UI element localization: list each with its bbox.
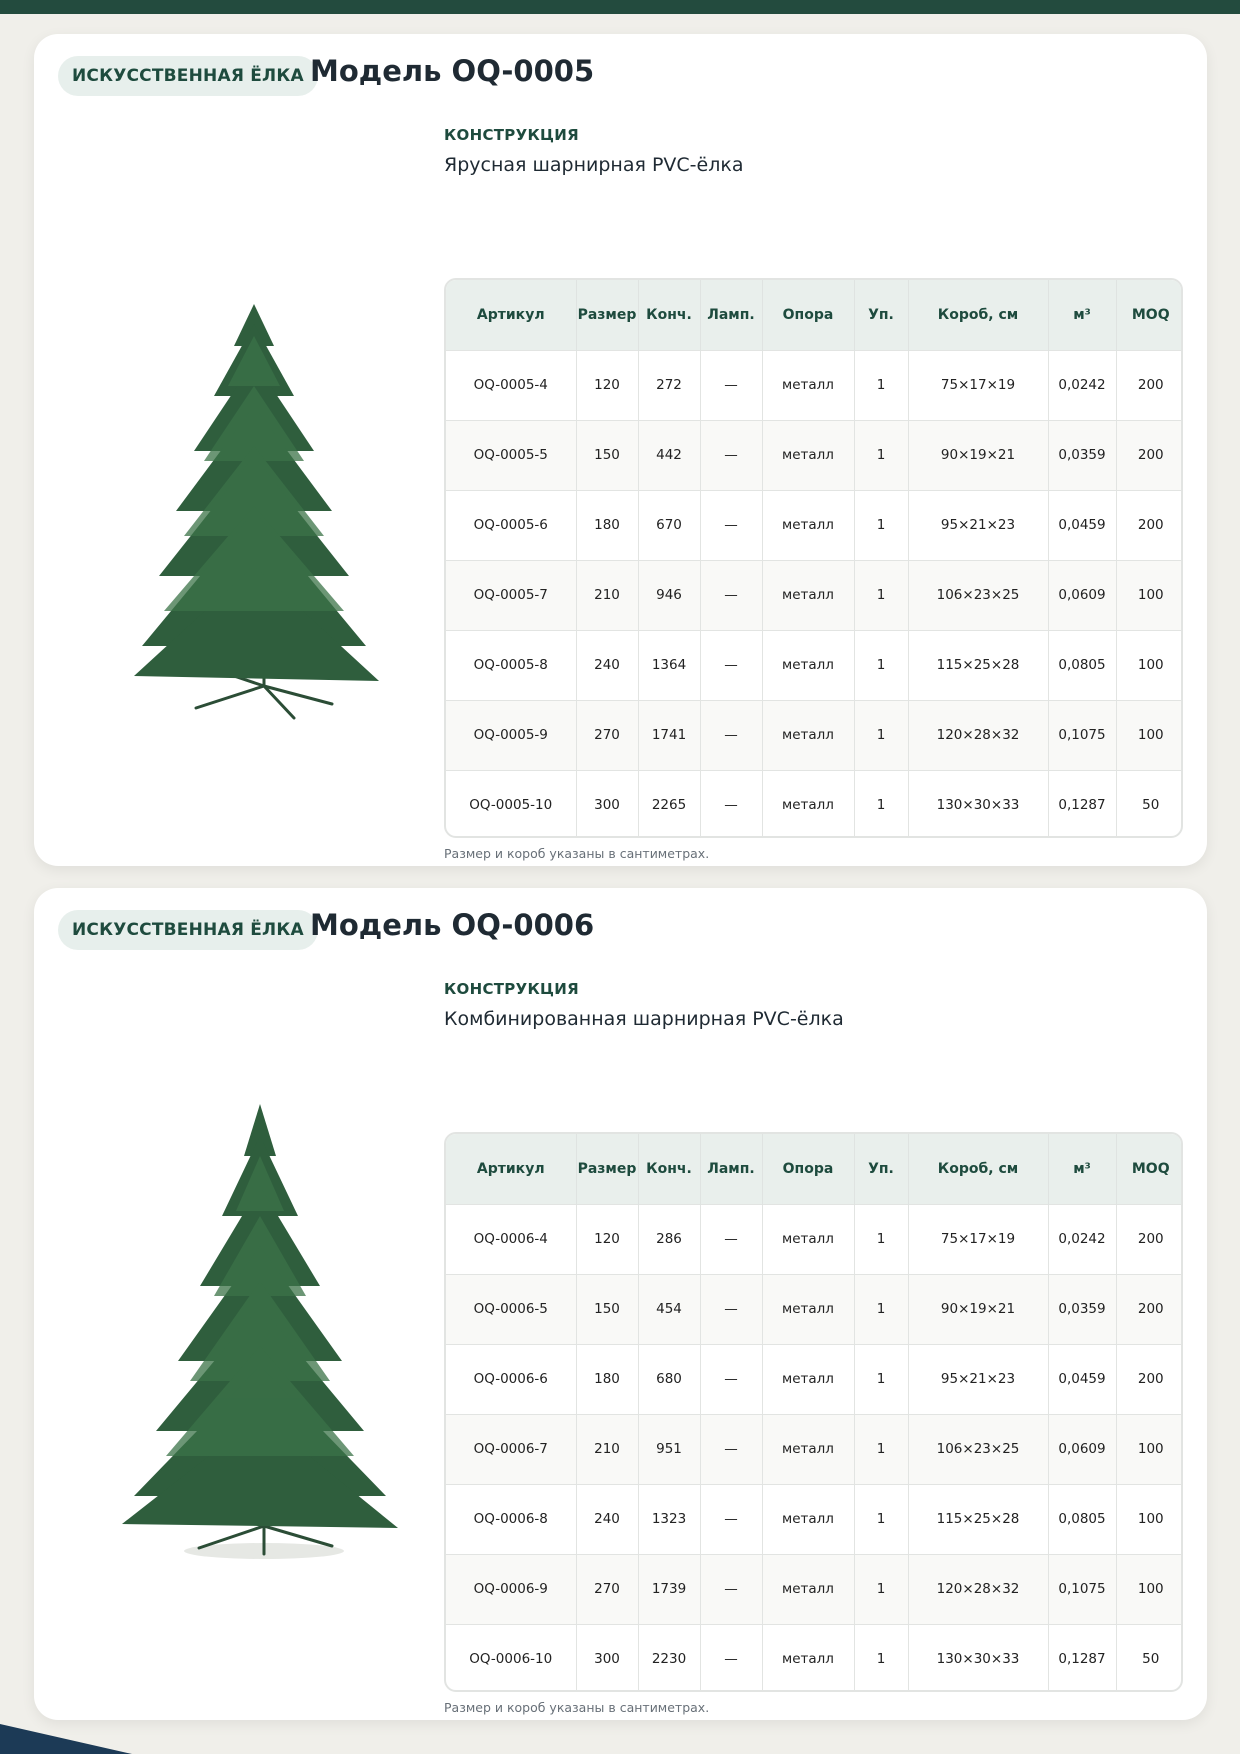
- table-cell: 951: [638, 1414, 700, 1484]
- table-cell: OQ-0005-6: [446, 490, 576, 560]
- table-cell: 1: [854, 630, 908, 700]
- table-cell: металл: [762, 490, 854, 560]
- table-cell: 90×19×21: [908, 420, 1048, 490]
- table-row: [446, 1344, 1183, 1414]
- table-row: [446, 1624, 1183, 1692]
- table-row: [446, 1414, 1183, 1484]
- table-cell: 50: [1116, 1624, 1183, 1692]
- table-cell: металл: [762, 1204, 854, 1274]
- table-cell: —: [700, 490, 762, 560]
- column-header: Размер: [576, 1134, 638, 1204]
- table-cell: —: [700, 630, 762, 700]
- table-cell: —: [700, 1554, 762, 1624]
- section-label: КОНСТРУКЦИЯ: [444, 126, 579, 144]
- table-cell: 180: [576, 1344, 638, 1414]
- table-cell: 300: [576, 1624, 638, 1692]
- table-cell: 0,0805: [1048, 1484, 1116, 1554]
- table-header-row: [446, 1134, 1183, 1204]
- table-cell: 0,0805: [1048, 630, 1116, 700]
- table-cell: 200: [1116, 490, 1183, 560]
- table-cell: металл: [762, 1624, 854, 1692]
- table-cell: 0,0359: [1048, 420, 1116, 490]
- table-note: Размер и короб указаны в сантиметрах.: [444, 846, 710, 861]
- table-cell: 0,0359: [1048, 1274, 1116, 1344]
- table-cell: 100: [1116, 630, 1183, 700]
- top-accent-bar: [0, 0, 1240, 14]
- column-header: Ламп.: [700, 1134, 762, 1204]
- table-row: [446, 630, 1183, 700]
- table-cell: OQ-0005-10: [446, 770, 576, 838]
- table-cell: металл: [762, 1344, 854, 1414]
- category-badge: ИСКУССТВЕННАЯ ЁЛКА: [58, 56, 318, 96]
- section-label: КОНСТРУКЦИЯ: [444, 980, 579, 998]
- table-cell: 75×17×19: [908, 1204, 1048, 1274]
- table-cell: —: [700, 700, 762, 770]
- table-cell: OQ-0006-6: [446, 1344, 576, 1414]
- table-cell: OQ-0005-7: [446, 560, 576, 630]
- table-cell: 670: [638, 490, 700, 560]
- column-header: Артикул: [446, 1134, 576, 1204]
- table-cell: —: [700, 350, 762, 420]
- column-header: Конч.: [638, 1134, 700, 1204]
- table-row: [446, 1484, 1183, 1554]
- table-cell: металл: [762, 1554, 854, 1624]
- table-row: [446, 700, 1183, 770]
- table-cell: OQ-0006-5: [446, 1274, 576, 1344]
- table-cell: 0,0242: [1048, 350, 1116, 420]
- table-row: [446, 560, 1183, 630]
- column-header: м³: [1048, 280, 1116, 350]
- table-row: [446, 350, 1183, 420]
- category-badge: ИСКУССТВЕННАЯ ЁЛКА: [58, 910, 318, 950]
- table-cell: 180: [576, 490, 638, 560]
- model-title: Модель OQ-0005: [310, 54, 595, 88]
- table-cell: 115×25×28: [908, 1484, 1048, 1554]
- column-header: Размер: [576, 280, 638, 350]
- table-cell: металл: [762, 1414, 854, 1484]
- table-cell: OQ-0006-9: [446, 1554, 576, 1624]
- column-header: Опора: [762, 1134, 854, 1204]
- table-cell: —: [700, 1484, 762, 1554]
- table-cell: OQ-0005-4: [446, 350, 576, 420]
- table-cell: 95×21×23: [908, 1344, 1048, 1414]
- table-cell: 0,1075: [1048, 1554, 1116, 1624]
- model-title: Модель OQ-0006: [310, 908, 595, 942]
- table-cell: 100: [1116, 1484, 1183, 1554]
- table-cell: 210: [576, 560, 638, 630]
- specs-table-container: [444, 1132, 1183, 1692]
- column-header: MOQ: [1116, 280, 1183, 350]
- table-cell: 454: [638, 1274, 700, 1344]
- construction-text: Комбинированная шарнирная PVC-ёлка: [444, 1008, 844, 1030]
- table-cell: 946: [638, 560, 700, 630]
- table-cell: 100: [1116, 700, 1183, 770]
- table-cell: 120×28×32: [908, 700, 1048, 770]
- table-cell: 300: [576, 770, 638, 838]
- table-cell: 0,0242: [1048, 1204, 1116, 1274]
- table-cell: 0,0609: [1048, 560, 1116, 630]
- tree-image: [84, 1096, 424, 1566]
- table-cell: металл: [762, 630, 854, 700]
- product-card-oq-0006: [34, 888, 1207, 1720]
- table-cell: 200: [1116, 350, 1183, 420]
- specs-table: [446, 1134, 1183, 1692]
- table-cell: 0,0609: [1048, 1414, 1116, 1484]
- christmas-tree-icon: [84, 1096, 424, 1566]
- table-cell: 1: [854, 350, 908, 420]
- table-cell: 120×28×32: [908, 1554, 1048, 1624]
- table-cell: металл: [762, 350, 854, 420]
- table-row: [446, 1204, 1183, 1274]
- table-cell: металл: [762, 700, 854, 770]
- table-cell: 1: [854, 560, 908, 630]
- table-cell: 100: [1116, 1554, 1183, 1624]
- table-row: [446, 1554, 1183, 1624]
- table-cell: OQ-0006-10: [446, 1624, 576, 1692]
- table-cell: 0,0459: [1048, 490, 1116, 560]
- specs-table-container: [444, 278, 1183, 838]
- corner-accent: [0, 1724, 132, 1754]
- table-cell: 200: [1116, 1204, 1183, 1274]
- table-cell: 200: [1116, 1344, 1183, 1414]
- table-cell: 0,0459: [1048, 1344, 1116, 1414]
- table-cell: 240: [576, 1484, 638, 1554]
- table-cell: 106×23×25: [908, 560, 1048, 630]
- table-cell: OQ-0005-8: [446, 630, 576, 700]
- table-cell: металл: [762, 560, 854, 630]
- table-cell: 0,1287: [1048, 1624, 1116, 1692]
- column-header: м³: [1048, 1134, 1116, 1204]
- column-header: MOQ: [1116, 1134, 1183, 1204]
- column-header: Уп.: [854, 1134, 908, 1204]
- table-cell: 442: [638, 420, 700, 490]
- table-cell: 200: [1116, 420, 1183, 490]
- table-cell: 286: [638, 1204, 700, 1274]
- table-cell: 1323: [638, 1484, 700, 1554]
- table-cell: —: [700, 770, 762, 838]
- table-cell: 106×23×25: [908, 1414, 1048, 1484]
- table-cell: 210: [576, 1414, 638, 1484]
- table-cell: 200: [1116, 1274, 1183, 1344]
- table-cell: 130×30×33: [908, 1624, 1048, 1692]
- table-cell: 0,1287: [1048, 770, 1116, 838]
- table-cell: 1: [854, 1414, 908, 1484]
- table-cell: 1: [854, 1554, 908, 1624]
- table-cell: 150: [576, 1274, 638, 1344]
- tree-image: [104, 266, 404, 726]
- table-cell: OQ-0005-5: [446, 420, 576, 490]
- table-cell: 120: [576, 350, 638, 420]
- table-note: Размер и короб указаны в сантиметрах.: [444, 1700, 710, 1715]
- table-cell: —: [700, 1344, 762, 1414]
- table-cell: 272: [638, 350, 700, 420]
- table-row: [446, 490, 1183, 560]
- table-cell: —: [700, 560, 762, 630]
- table-cell: металл: [762, 1274, 854, 1344]
- table-cell: 90×19×21: [908, 1274, 1048, 1344]
- column-header: Короб, см: [908, 1134, 1048, 1204]
- table-cell: 1: [854, 700, 908, 770]
- christmas-tree-icon: [104, 266, 404, 726]
- table-row: [446, 1274, 1183, 1344]
- table-cell: металл: [762, 420, 854, 490]
- table-cell: 1741: [638, 700, 700, 770]
- table-cell: —: [700, 1274, 762, 1344]
- table-cell: 1: [854, 420, 908, 490]
- table-cell: 100: [1116, 1414, 1183, 1484]
- table-cell: 1364: [638, 630, 700, 700]
- table-cell: 1: [854, 1344, 908, 1414]
- table-cell: 1739: [638, 1554, 700, 1624]
- specs-table: [446, 280, 1183, 838]
- column-header: Уп.: [854, 280, 908, 350]
- table-cell: 100: [1116, 560, 1183, 630]
- table-cell: металл: [762, 1484, 854, 1554]
- table-cell: 120: [576, 1204, 638, 1274]
- column-header: Короб, см: [908, 280, 1048, 350]
- table-cell: 50: [1116, 770, 1183, 838]
- table-cell: OQ-0006-4: [446, 1204, 576, 1274]
- table-cell: —: [700, 420, 762, 490]
- product-card-oq-0005: [34, 34, 1207, 866]
- table-cell: 270: [576, 700, 638, 770]
- column-header: Опора: [762, 280, 854, 350]
- table-cell: OQ-0006-8: [446, 1484, 576, 1554]
- table-cell: 130×30×33: [908, 770, 1048, 838]
- table-cell: 680: [638, 1344, 700, 1414]
- table-cell: 1: [854, 1484, 908, 1554]
- table-cell: 115×25×28: [908, 630, 1048, 700]
- column-header: Артикул: [446, 280, 576, 350]
- table-cell: 0,1075: [1048, 700, 1116, 770]
- table-cell: 95×21×23: [908, 490, 1048, 560]
- table-cell: 2265: [638, 770, 700, 838]
- table-cell: 150: [576, 420, 638, 490]
- table-header-row: [446, 280, 1183, 350]
- table-cell: —: [700, 1414, 762, 1484]
- table-row: [446, 420, 1183, 490]
- table-cell: 1: [854, 1204, 908, 1274]
- table-row: [446, 770, 1183, 838]
- table-cell: 240: [576, 630, 638, 700]
- table-cell: 270: [576, 1554, 638, 1624]
- table-cell: OQ-0006-7: [446, 1414, 576, 1484]
- table-cell: —: [700, 1204, 762, 1274]
- table-cell: металл: [762, 770, 854, 838]
- table-cell: OQ-0005-9: [446, 700, 576, 770]
- column-header: Конч.: [638, 280, 700, 350]
- table-cell: 1: [854, 1624, 908, 1692]
- table-cell: 1: [854, 1274, 908, 1344]
- table-cell: 1: [854, 770, 908, 838]
- table-cell: 75×17×19: [908, 350, 1048, 420]
- column-header: Ламп.: [700, 280, 762, 350]
- construction-text: Ярусная шарнирная PVC-ёлка: [444, 154, 744, 176]
- table-cell: 2230: [638, 1624, 700, 1692]
- table-cell: 1: [854, 490, 908, 560]
- table-cell: —: [700, 1624, 762, 1692]
